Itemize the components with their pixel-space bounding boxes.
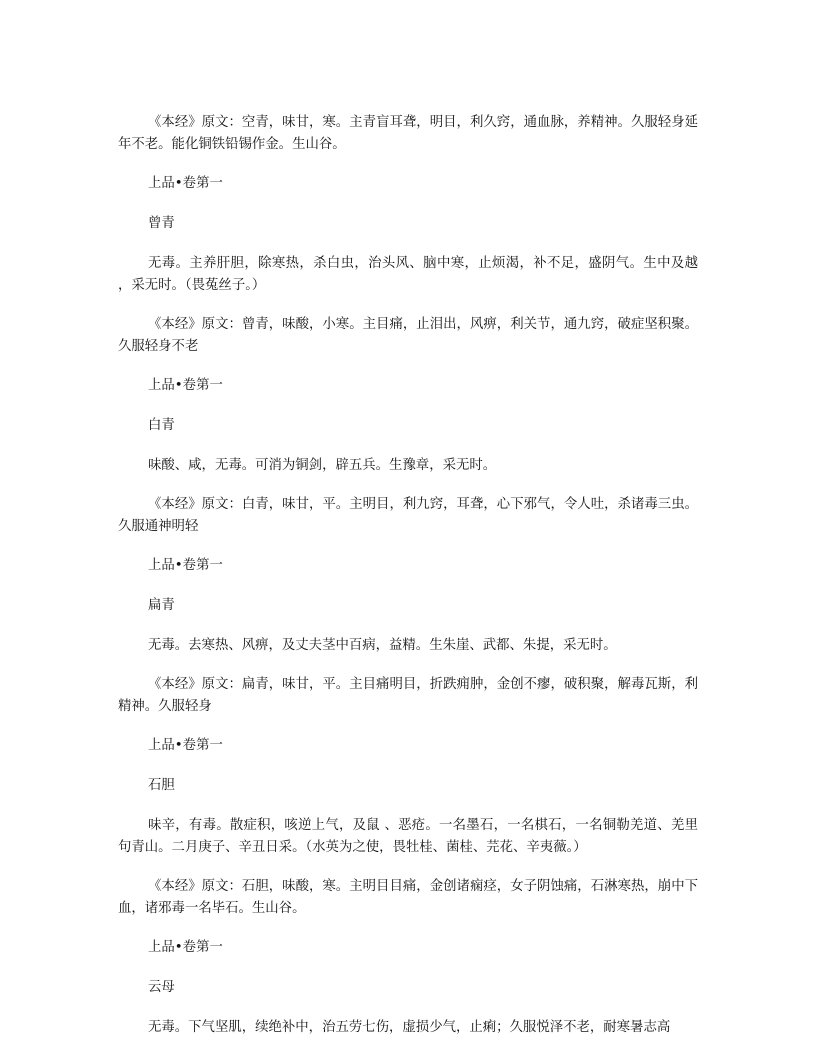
- entry-title-bianqing: 扁青: [148, 598, 175, 613]
- section-heading: 上品•卷第一: [148, 558, 223, 573]
- paragraph-kongqing-original: 《本经》原文：空青，味甘，寒。主青盲耳聋，明目，利久窍，通血脉，养精神。久服轻身延年不老。能化铜铁铅锡作金。生山谷。: [118, 115, 698, 152]
- document-body: [118, 112, 698, 1056]
- entry-title-baiqing: 白青: [148, 418, 175, 433]
- section-heading: 上品•卷第一: [148, 378, 223, 393]
- entry-title-shidan: 石胆: [148, 778, 175, 793]
- paragraph-bianqing-notes: 无毒。去寒热、风痹，及丈夫茎中百病，益精。生朱崖、武都、朱提，采无时。: [148, 638, 617, 653]
- section-heading: 上品•卷第一: [148, 176, 223, 191]
- paragraph-bianqing-original: 《本经》原文：扁青，味甘，平。主目痛明目，折跌痈肿，金创不瘳，破积聚，解毒瓦斯，利精神。久服轻身: [118, 677, 698, 714]
- section-heading: 上品•卷第一: [148, 738, 223, 753]
- paragraph-shidan-notes: 味辛，有毒。散症积，咳逆上气，及鼠 、恶疮。一名墨石，一名棋石，一名铜勒羌道、羌里句青山。二月庚子、辛丑日采。（水英为之使，畏牡桂、菌桂、芫花、辛夷薇。）: [118, 818, 698, 855]
- paragraph-shidan-original: 《本经》原文：石胆，味酸，寒。主明目目痛，金创诸痫痉，女子阴蚀痛，石淋寒热，崩中下血，诸邪毒一名毕石。生山谷。: [118, 879, 698, 916]
- paragraph-yunmu-notes: 无毒。下气坚肌，续绝补中，治五劳七伤，虚损少气，止痢；久服悦泽不老，耐寒暑志高: [148, 1020, 671, 1035]
- section-heading: 上品•卷第一: [148, 940, 223, 955]
- paragraph-cengqing-notes: 无毒。主养肝胆，除寒热，杀白虫，治头风、脑中寒，止烦渴，补不足，盛阴气。生中及越 ，采无时。（畏菟丝子。）: [118, 256, 698, 293]
- paragraph-cengqing-original: 《本经》原文：曾青，味酸，小寒。主目痛，止泪出，风痹，利关节，通九窍，破症坚积聚。久服轻身不老: [118, 317, 698, 354]
- paragraph-baiqing-original: 《本经》原文：白青，味甘，平。主明目，利九窍，耳聋，心下邪气，令人吐，杀诸毒三虫。久服通神明轻: [118, 497, 698, 534]
- entry-title-yunmu: 云母: [148, 980, 175, 995]
- paragraph-baiqing-notes: 味酸、咸，无毒。可消为铜剑，辟五兵。生豫章，采无时。: [148, 458, 497, 473]
- entry-title-cengqing: 曾青: [148, 216, 175, 231]
